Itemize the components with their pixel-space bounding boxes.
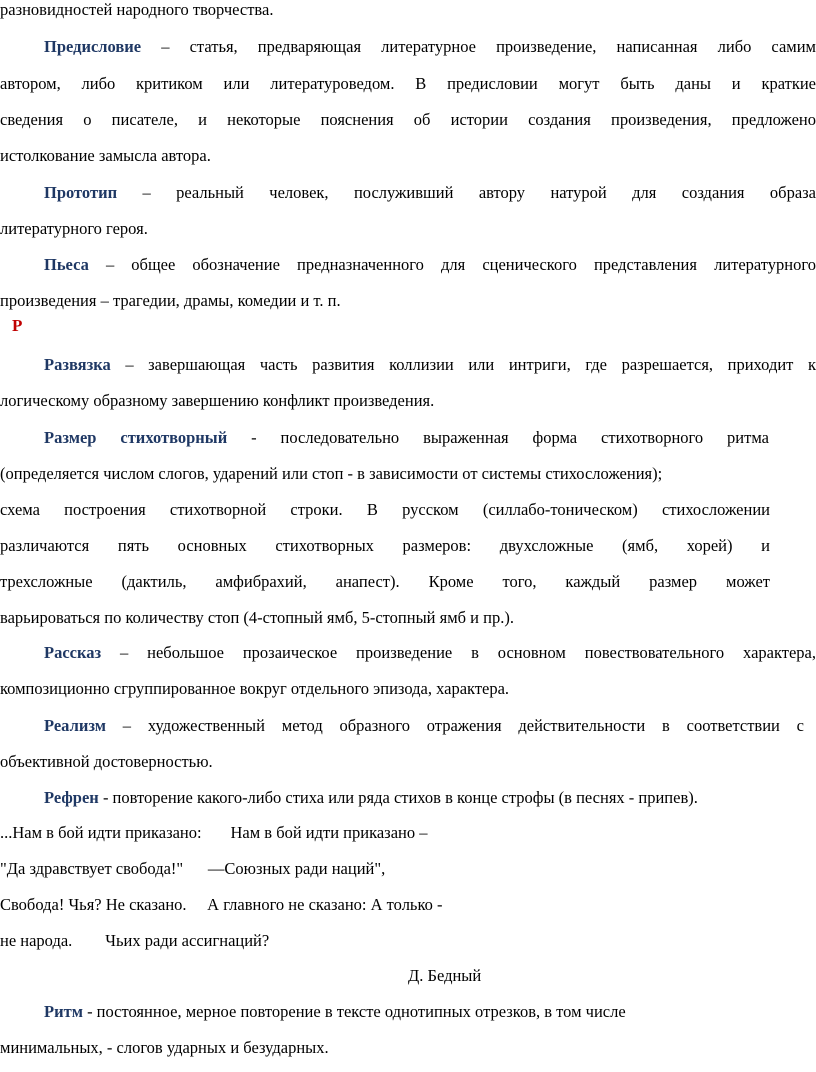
poem-line-3: Свобода! Чья? Не сказано. А главного не сказано: А только - <box>0 895 443 914</box>
entry-ritm-line-1 <box>44 999 816 1025</box>
term-refren: Рефрен <box>44 788 99 807</box>
term-rasskaz: Рассказ <box>44 643 102 662</box>
definition-text: – реальный человек, послуживший автору натурой для создания образа <box>117 183 816 202</box>
entry-rasskaz-line-1 <box>44 640 816 666</box>
entry-refren-line-1 <box>44 785 816 811</box>
definition-text: – художественный метод образного отражения действительности в соответствии с <box>105 716 804 735</box>
term-pesa: Пьеса <box>44 255 89 274</box>
intro-tail: разновидностей народного творчества. <box>0 0 274 19</box>
term-realizm: Реализм <box>44 716 106 735</box>
poem-line-2: "Да здравствует свобода!" —Союзных ради наций", <box>0 859 386 878</box>
entry-predislovie-line-3: сведения о писателе, и некоторые пояснения об истории создания произведения, предложено <box>0 110 816 129</box>
entry-razmer-line-3: схема построения стихотворной строки. В русском (силлабо-тоническом) стихосложении <box>0 500 770 519</box>
entry-pesa-line-2: произведения – трагедии, драмы, комедии и т. п. <box>0 291 341 310</box>
definition-text: - постоянное, мерное повторение в тексте однотипных отрезков, в том числе <box>82 1002 626 1021</box>
term-razvyazka: Развязка <box>44 355 111 374</box>
entry-prototip-line-2: литературного героя. <box>0 219 148 238</box>
term-ritm: Ритм <box>44 1002 83 1021</box>
entry-razmer-line-6: варьироваться по количеству стоп (4-стопный ямб, 5-стопный ямб и пр.). <box>0 608 514 627</box>
entry-razmer-line-2: (определяется числом слогов, ударений или стоп - в зависимости от системы стихосложения); <box>0 464 663 483</box>
definition-text: – статья, предваряющая литературное произведение, написанная либо самим <box>141 37 816 56</box>
poem-author: Д. Бедный <box>408 966 482 985</box>
poem-line-4: не народа. Чьих ради ассигнаций? <box>0 931 270 950</box>
entry-pesa-line-1 <box>44 252 816 278</box>
definition-text: - повторение какого-либо стиха или ряда стихов в конце строфы (в песнях - припев). <box>98 788 698 807</box>
entry-rasskaz-line-2: композиционно сгруппированное вокруг отдельного эпизода, характера. <box>0 679 510 698</box>
poem-line-1: ...Нам в бой идти приказано: Нам в бой идти приказано – <box>0 823 428 842</box>
section-letter: Р <box>12 316 23 335</box>
entry-predislovie-line-2: автором, либо критиком или литературоведом. В предисловии могут быть даны и краткие <box>0 74 816 93</box>
entry-razmer-line-4: различаются пять основных стихотворных размеров: двухсложные (ямб, хорей) и <box>0 536 770 555</box>
entry-predislovie-line-1 <box>44 34 816 60</box>
entry-realizm-line-2: объективной достоверностью. <box>0 752 213 771</box>
entry-prototip-line-1 <box>44 180 816 206</box>
term-prototip: Прототип <box>44 183 118 202</box>
definition-text: - последовательно выраженная форма стихотворного ритма <box>227 428 769 447</box>
term-predislovie: Предисловие <box>44 37 142 56</box>
entry-razmer-line-1 <box>44 425 769 451</box>
entry-razvyazka-line-1 <box>44 352 816 378</box>
definition-text: – завершающая часть развития коллизии или интриги, где разрешается, приходит к <box>110 355 816 374</box>
definition-text: – общее обозначение предназначенного для сценического представления литературного <box>88 255 816 274</box>
entry-razvyazka-line-2: логическому образному завершению конфликт произведения. <box>0 391 435 410</box>
definition-text: – небольшое прозаическое произведение в основном повествовательного характера, <box>101 643 816 662</box>
entry-realizm-line-1 <box>44 713 804 739</box>
entry-predislovie-line-4: истолкование замысла автора. <box>0 146 211 165</box>
entry-razmer-line-5: трехсложные (дактиль, амфибрахий, анапест). Кроме того, каждый размер может <box>0 572 770 591</box>
term-razmer: Размер стихотворный <box>44 428 228 447</box>
entry-ritm-line-2: минимальных, - слогов ударных и безударных. <box>0 1038 329 1057</box>
